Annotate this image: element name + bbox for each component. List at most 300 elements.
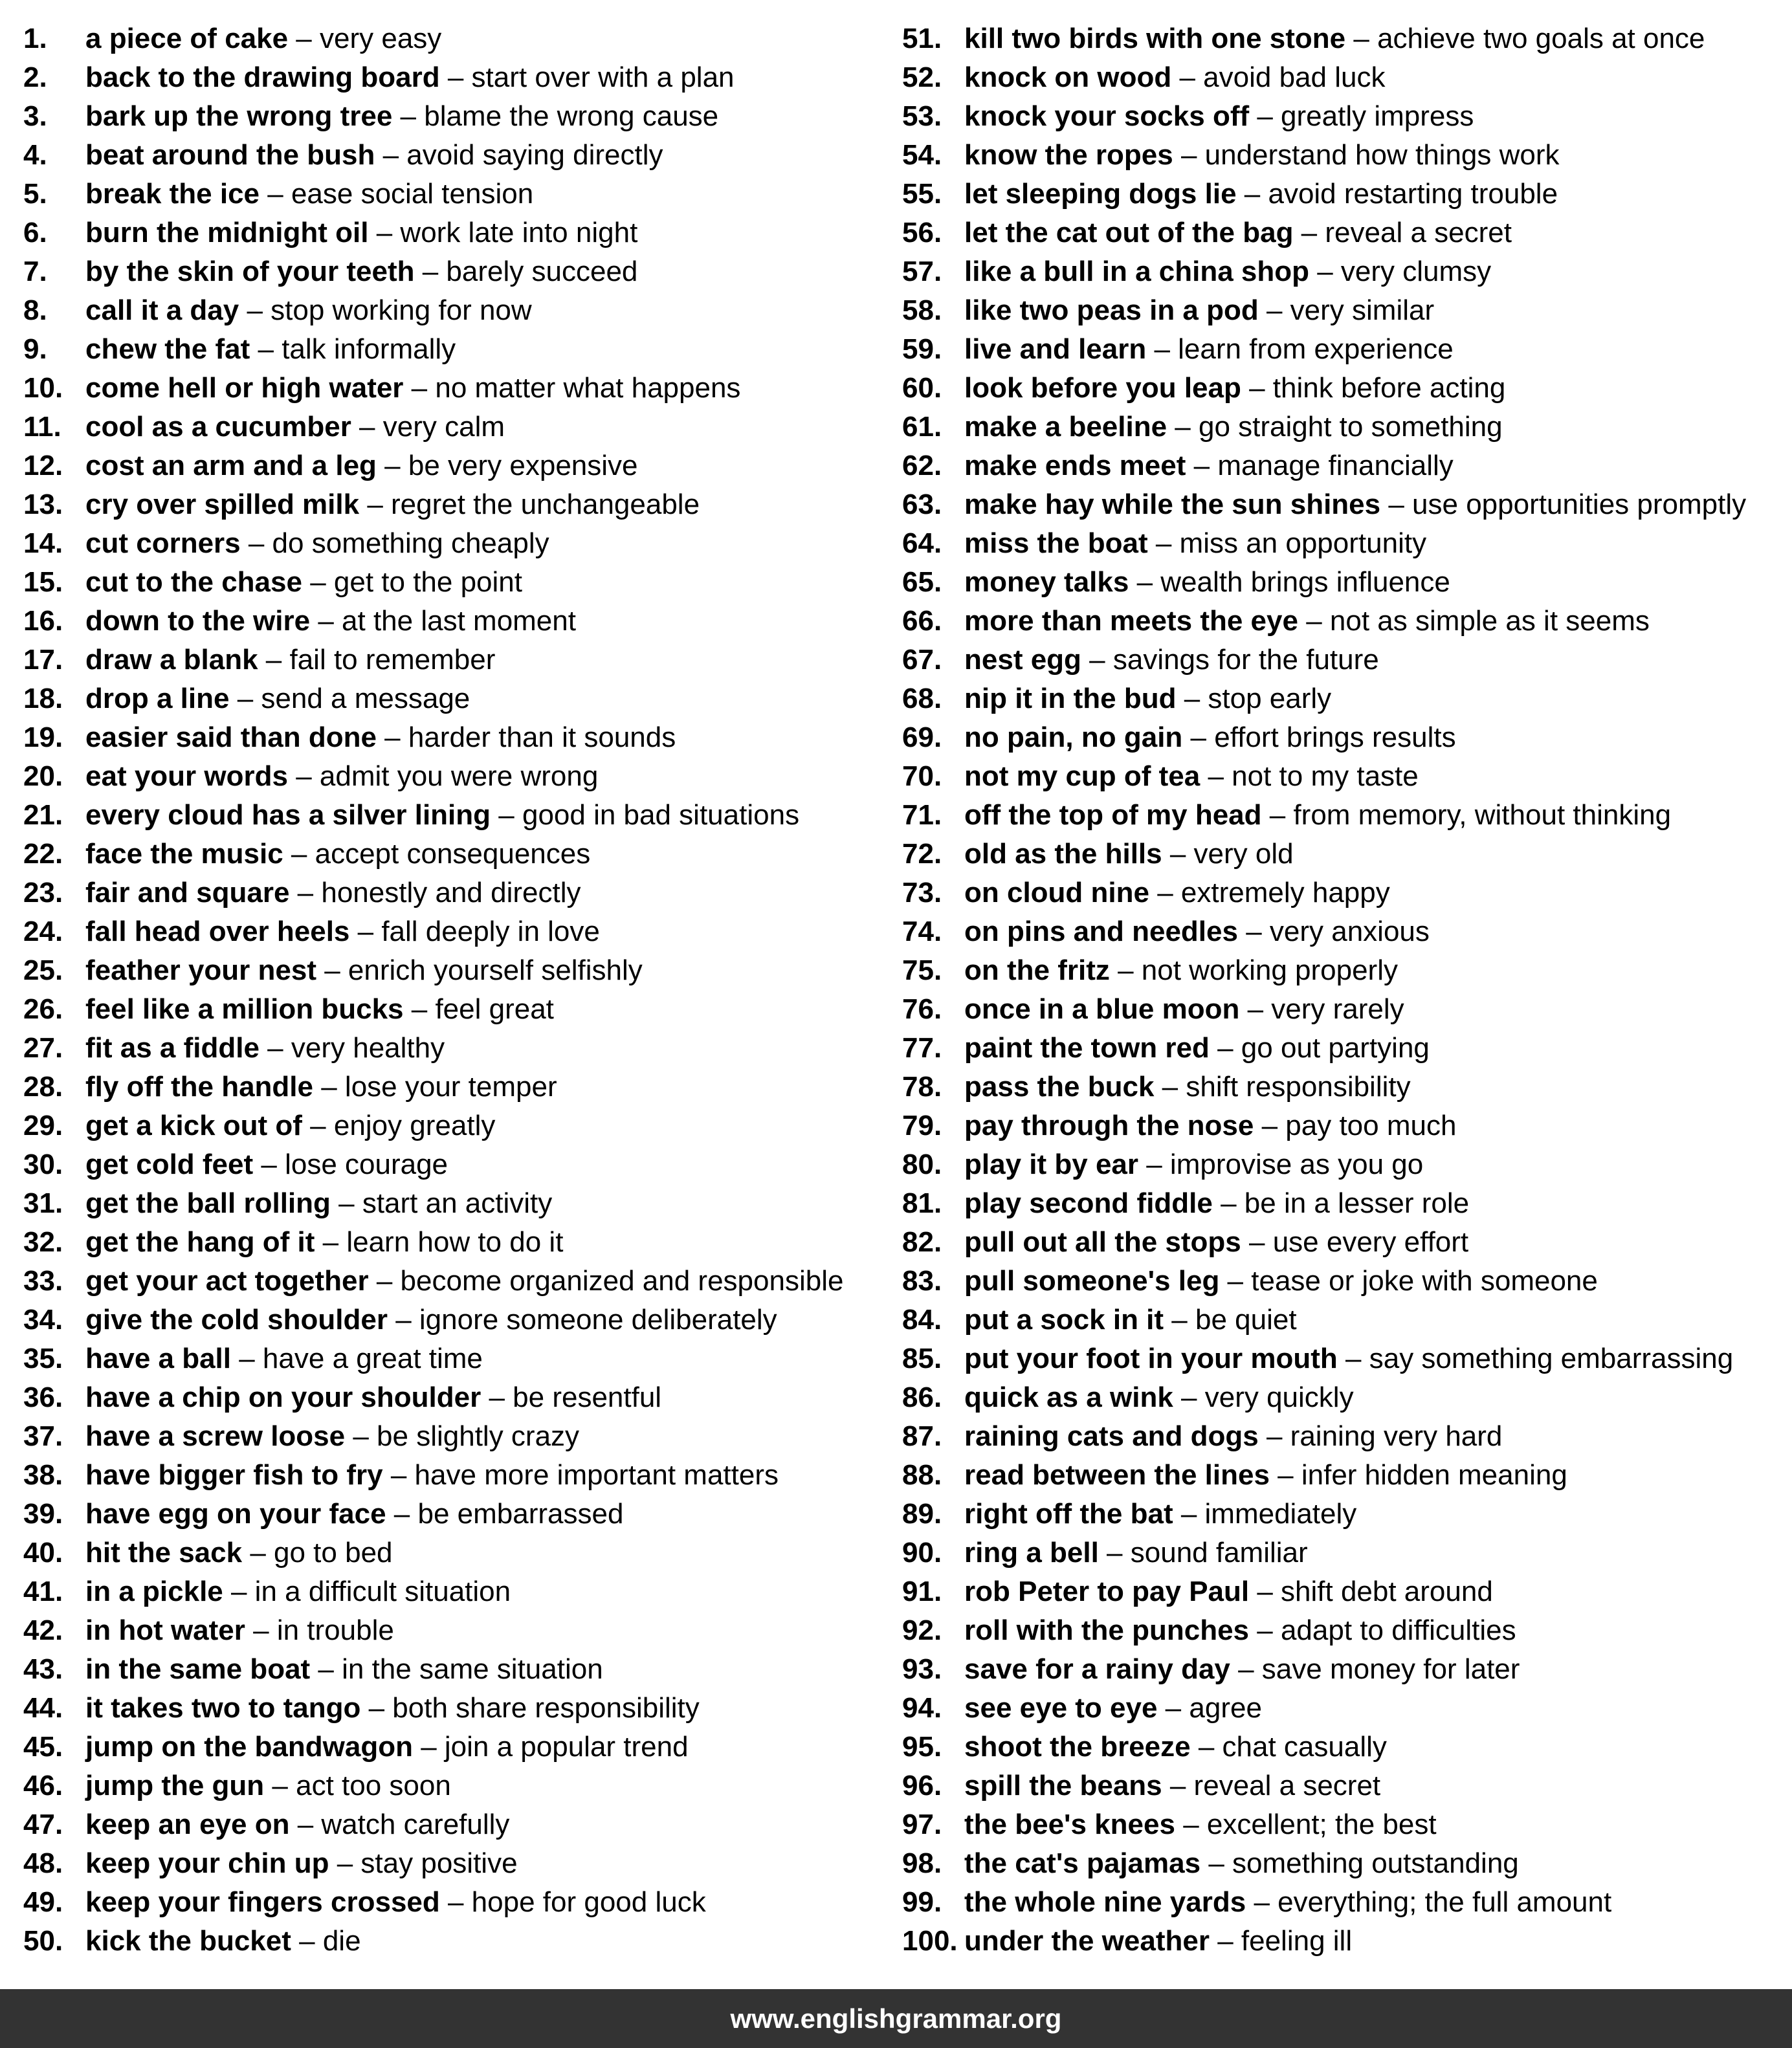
item-number: 33. [23,1265,63,1297]
idiom-phrase: play it by ear [964,1149,1139,1180]
list-item [902,718,1789,757]
item-number: 62. [902,450,942,481]
idiom-phrase: the bee's knees [964,1809,1175,1840]
list-item [23,796,890,835]
list-item [23,1301,890,1339]
idiom-phrase: pull out all the stops [964,1226,1241,1258]
list-item [902,524,1789,563]
item-text [964,175,1558,214]
idiom-phrase: off the top of my head [964,799,1262,831]
list-item [902,912,1789,951]
idiom-meaning: – think before acting [1241,372,1506,404]
item-text [85,330,456,369]
list-item [23,757,890,796]
idiom-meaning: – lose your temper [313,1071,557,1103]
idiom-phrase: cost an arm and a leg [85,450,377,481]
list-item [23,1572,890,1611]
idiom-meaning: – everything; the full amount [1246,1886,1612,1918]
idiom-meaning: – agree [1157,1692,1262,1724]
item-number: 27. [23,1032,63,1064]
item-text [85,1495,623,1534]
idiom-phrase: no pain, no gain [964,721,1183,753]
item-text [85,1689,700,1728]
item-text [964,97,1474,136]
idiom-meaning: – very similar [1258,294,1435,326]
list-item [23,1922,890,1961]
idiom-phrase: under the weather [964,1925,1210,1957]
idiom-phrase: spill the beans [964,1770,1162,1801]
idiom-phrase: put your foot in your mouth [964,1343,1338,1374]
list-item [23,175,890,214]
item-text [85,1301,777,1339]
list-item [23,97,890,136]
item-text [964,136,1560,175]
idiom-phrase: by the skin of your teeth [85,256,415,287]
idiom-meaning: – understand how things work [1173,139,1560,171]
item-number: 82. [902,1226,942,1258]
idiom-meaning: – honestly and directly [289,877,581,908]
item-text [85,369,740,408]
list-item [902,408,1789,446]
item-text [964,1145,1423,1184]
idiom-meaning: – very healthy [259,1032,445,1064]
list-item [23,136,890,175]
item-text [85,1107,495,1145]
idiom-meaning: – regret the unchangeable [359,489,700,520]
idiom-phrase: back to the drawing board [85,61,440,93]
item-text [85,1339,483,1378]
item-number: 47. [23,1809,63,1840]
idiom-phrase: on pins and needles [964,916,1238,947]
item-number: 50. [23,1925,63,1957]
item-text [85,485,700,524]
item-number: 15. [23,566,63,598]
item-text [964,291,1434,330]
idiom-meaning: – become organized and responsible [368,1265,844,1297]
idiom-phrase: money talks [964,566,1129,598]
item-text [85,1456,779,1495]
idiom-phrase: keep your chin up [85,1847,329,1879]
idiom-meaning: – barely succeed [414,256,638,287]
item-number: 1. [23,23,47,54]
list-item [902,1650,1789,1689]
idiom-column-right [902,19,1789,1961]
idiom-meaning: – harder than it sounds [376,721,676,753]
idiom-meaning: – fail to remember [258,644,496,676]
list-item [902,1689,1789,1728]
item-text [85,1029,445,1068]
idiom-phrase: have a ball [85,1343,232,1374]
idiom-meaning: – not working properly [1109,954,1398,986]
idiom-phrase: see eye to eye [964,1692,1158,1724]
list-item [902,1572,1789,1611]
item-text [964,58,1385,97]
idiom-phrase: feather your nest [85,954,316,986]
idiom-phrase: in hot water [85,1614,245,1646]
item-number: 49. [23,1886,63,1918]
idiom-phrase: bark up the wrong tree [85,100,393,132]
idiom-phrase: cry over spilled milk [85,489,360,520]
idiom-meaning: – talk informally [250,333,456,365]
item-text [85,97,718,136]
item-number: 43. [23,1653,63,1685]
idiom-meaning: – very anxious [1237,916,1430,947]
item-text [964,1805,1437,1844]
item-text [85,1611,394,1650]
item-number: 24. [23,916,63,947]
item-text [85,1883,706,1922]
idiom-phrase: burn the midnight oil [85,217,369,248]
idiom-phrase: on the fritz [964,954,1110,986]
item-text [964,912,1430,951]
item-number: 25. [23,954,63,986]
idiom-phrase: get the ball rolling [85,1187,331,1219]
idiom-meaning: – enrich yourself selfishly [316,954,643,986]
idiom-meaning: – learn from experience [1146,333,1454,365]
list-item [902,1145,1789,1184]
list-item [902,563,1789,602]
list-item [23,1417,890,1456]
idiom-phrase: live and learn [964,333,1147,365]
list-item [23,602,890,641]
item-text [964,1456,1567,1495]
idiom-phrase: give the cold shoulder [85,1304,388,1336]
item-text [964,1378,1354,1417]
item-number: 3. [23,100,47,132]
item-text [85,1767,451,1805]
item-text [964,990,1404,1029]
item-number: 48. [23,1847,63,1879]
item-number: 2. [23,61,47,93]
list-item [23,874,890,912]
item-text [85,563,522,602]
item-text [964,1339,1733,1378]
list-item [23,1650,890,1689]
idiom-phrase: have a chip on your shoulder [85,1382,481,1413]
item-number: 61. [902,411,942,443]
idiom-phrase: get the hang of it [85,1226,315,1258]
idiom-meaning: – sound familiar [1098,1537,1308,1569]
list-item [23,1883,890,1922]
idiom-phrase: call it a day [85,294,239,326]
idiom-meaning: – feel great [403,993,554,1025]
idiom-phrase: easier said than done [85,721,377,753]
item-text [964,679,1331,718]
item-number: 98. [902,1847,942,1879]
idiom-meaning: – not as simple as it seems [1298,605,1650,637]
idiom-meaning: – immediately [1173,1498,1357,1530]
idiom-phrase: play second fiddle [964,1187,1213,1219]
item-number: 7. [23,256,47,287]
item-text [964,1572,1493,1611]
list-item [23,1068,890,1107]
item-text [964,446,1454,485]
idiom-meaning: – both share responsibility [360,1692,700,1724]
item-number: 72. [902,838,942,870]
idiom-phrase: feel like a million bucks [85,993,404,1025]
item-text [964,1184,1469,1223]
list-item [902,1844,1789,1883]
idiom-phrase: make a beeline [964,411,1167,443]
item-text [85,1534,393,1572]
idiom-meaning: – extremely happy [1149,877,1390,908]
item-text [964,641,1379,679]
list-item [23,485,890,524]
item-number: 70. [902,760,942,792]
item-text [964,718,1456,757]
idiom-phrase: the cat's pajamas [964,1847,1201,1879]
item-text [85,1262,843,1301]
idiom-phrase: pass the buck [964,1071,1155,1103]
idiom-meaning: – have more important matters [382,1459,779,1491]
idiom-phrase: nip it in the bud [964,683,1177,714]
list-item [23,446,890,485]
idiom-phrase: fly off the handle [85,1071,313,1103]
item-number: 86. [902,1382,942,1413]
idiom-meaning: – avoid bad luck [1171,61,1386,93]
item-number: 51. [902,23,942,54]
idiom-phrase: have a screw loose [85,1420,346,1452]
item-number: 77. [902,1032,942,1064]
idiom-phrase: put a sock in it [964,1304,1164,1336]
idiom-phrase: read between the lines [964,1459,1270,1491]
idiom-phrase: shoot the breeze [964,1731,1191,1763]
idiom-phrase: every cloud has a silver lining [85,799,491,831]
list-item [23,1456,890,1495]
item-text [964,214,1512,252]
idiom-meaning: – go out partying [1209,1032,1430,1064]
idiom-phrase: jump the gun [85,1770,265,1801]
item-text [964,951,1398,990]
item-number: 55. [902,178,942,210]
list-item [23,524,890,563]
item-number: 66. [902,605,942,637]
footer-url[interactable]: www.englishgrammar.org [730,2003,1062,2034]
idiom-column-left [23,19,890,1961]
idiom-phrase: like two peas in a pod [964,294,1259,326]
list-item [902,1262,1789,1301]
list-item [902,796,1789,835]
item-number: 42. [23,1614,63,1646]
list-item [23,369,890,408]
list-item [902,175,1789,214]
item-text [85,679,470,718]
idiom-meaning: – stop working for now [239,294,532,326]
item-number: 99. [902,1886,942,1918]
item-text [964,485,1746,524]
item-text [85,175,533,214]
idiom-meaning: – be slightly crazy [345,1420,580,1452]
idiom-meaning: – savings for the future [1081,644,1379,676]
item-text [964,1689,1262,1728]
item-text [964,330,1454,369]
item-number: 74. [902,916,942,947]
idiom-meaning: – good in bad situations [491,799,800,831]
idiom-meaning: – learn how to do it [315,1226,564,1258]
idiom-phrase: kick the bucket [85,1925,291,1957]
list-item [23,563,890,602]
item-number: 8. [23,294,47,326]
idiom-phrase: fit as a fiddle [85,1032,260,1064]
idiom-phrase: not my cup of tea [964,760,1200,792]
item-text [85,951,643,990]
idiom-meaning: – avoid restarting trouble [1236,178,1558,210]
idiom-phrase: a piece of cake [85,23,289,54]
idiom-phrase: chew the fat [85,333,250,365]
idiom-meaning: – very old [1162,838,1294,870]
item-text [85,1805,509,1844]
item-number: 56. [902,217,942,248]
item-text [964,796,1671,835]
item-text [964,1650,1520,1689]
item-text [964,1107,1456,1145]
item-number: 80. [902,1149,942,1180]
list-item [23,1611,890,1650]
list-item [23,1844,890,1883]
item-number: 11. [23,411,61,443]
idiom-phrase: look before you leap [964,372,1241,404]
item-text [85,524,549,563]
item-number: 76. [902,993,942,1025]
list-item [23,641,890,679]
item-number: 90. [902,1537,942,1569]
item-text [85,874,581,912]
idiom-phrase: in a pickle [85,1576,223,1607]
item-number: 71. [902,799,942,831]
item-text [964,1728,1387,1767]
list-item [902,951,1789,990]
item-number: 21. [23,799,63,831]
item-text [964,1534,1308,1572]
item-number: 92. [902,1614,942,1646]
idiom-meaning: – feeling ill [1209,1925,1353,1957]
item-number: 65. [902,566,942,598]
idiom-meaning: – use every effort [1241,1226,1469,1258]
item-text [85,1145,448,1184]
idiom-meaning: – no matter what happens [403,372,741,404]
list-item [902,291,1789,330]
idiom-meaning: – save money for later [1230,1653,1520,1685]
item-text [964,1223,1468,1262]
idiom-meaning: – avoid saying directly [375,139,663,171]
idiom-meaning: – not to my taste [1200,760,1419,792]
list-item [902,1456,1789,1495]
list-item [902,1611,1789,1650]
list-item [902,1223,1789,1262]
idiom-meaning: – manage financially [1186,450,1454,481]
list-item [902,214,1789,252]
item-number: 58. [902,294,942,326]
idiom-meaning: – very calm [351,411,505,443]
list-item [23,19,890,58]
idiom-meaning: – in a difficult situation [223,1576,511,1607]
idiom-meaning: – lose courage [253,1149,448,1180]
idiom-meaning: – do something cheaply [240,527,549,559]
item-number: 20. [23,760,63,792]
list-item [23,252,890,291]
list-item [23,1728,890,1767]
idiom-phrase: know the ropes [964,139,1173,171]
list-item [902,641,1789,679]
item-text [85,602,576,641]
item-number: 69. [902,721,942,753]
idiom-meaning: – start over with a plan [439,61,735,93]
item-text [964,835,1294,874]
idiom-meaning: – blame the wrong cause [392,100,719,132]
idiom-phrase: right off the bat [964,1498,1173,1530]
idiom-meaning: – go straight to something [1167,411,1503,443]
idiom-phrase: fall head over heels [85,916,350,947]
idiom-meaning: – reveal a secret [1293,217,1512,248]
item-number: 10. [23,372,63,404]
list-item [902,1767,1789,1805]
list-item [23,1029,890,1068]
idiom-phrase: face the music [85,838,283,870]
item-number: 91. [902,1576,942,1607]
item-text [85,1068,557,1107]
list-item [902,1107,1789,1145]
idiom-phrase: more than meets the eye [964,605,1298,637]
item-number: 44. [23,1692,63,1724]
item-number: 34. [23,1304,63,1336]
idiom-meaning: – die [291,1925,361,1957]
item-number: 4. [23,139,47,171]
item-number: 79. [902,1110,942,1141]
item-number: 97. [902,1809,942,1840]
item-text [964,1068,1411,1107]
idiom-meaning: – effort brings results [1182,721,1456,753]
list-item [23,1689,890,1728]
idiom-phrase: the whole nine yards [964,1886,1246,1918]
list-item [902,19,1789,58]
idiom-phrase: break the ice [85,178,260,210]
item-text [85,796,799,835]
list-item [23,1223,890,1262]
item-number: 12. [23,450,63,481]
idiom-phrase: cut corners [85,527,241,559]
list-item [23,408,890,446]
item-text [85,990,554,1029]
item-number: 53. [902,100,942,132]
item-number: 87. [902,1420,942,1452]
idiom-meaning: – say something embarrassing [1337,1343,1734,1374]
list-item [902,252,1789,291]
item-text [964,1262,1598,1301]
item-number: 9. [23,333,47,365]
item-number: 60. [902,372,942,404]
item-text [964,1611,1516,1650]
item-number: 13. [23,489,63,520]
list-item [902,369,1789,408]
item-number: 89. [902,1498,942,1530]
idiom-phrase: beat around the bush [85,139,375,171]
list-item [902,757,1789,796]
list-item [902,1495,1789,1534]
idiom-meaning: – hope for good luck [439,1886,706,1918]
list-item [902,1184,1789,1223]
idiom-meaning: – very clumsy [1309,256,1492,287]
idiom-phrase: let sleeping dogs lie [964,178,1237,210]
list-item [23,912,890,951]
item-number: 32. [23,1226,63,1258]
idiom-meaning: – be resentful [481,1382,662,1413]
item-number: 19. [23,721,63,753]
item-number: 35. [23,1343,63,1374]
idiom-phrase: hit the sack [85,1537,243,1569]
idiom-phrase: nest egg [964,644,1081,676]
item-number: 16. [23,605,63,637]
item-text [85,1184,552,1223]
